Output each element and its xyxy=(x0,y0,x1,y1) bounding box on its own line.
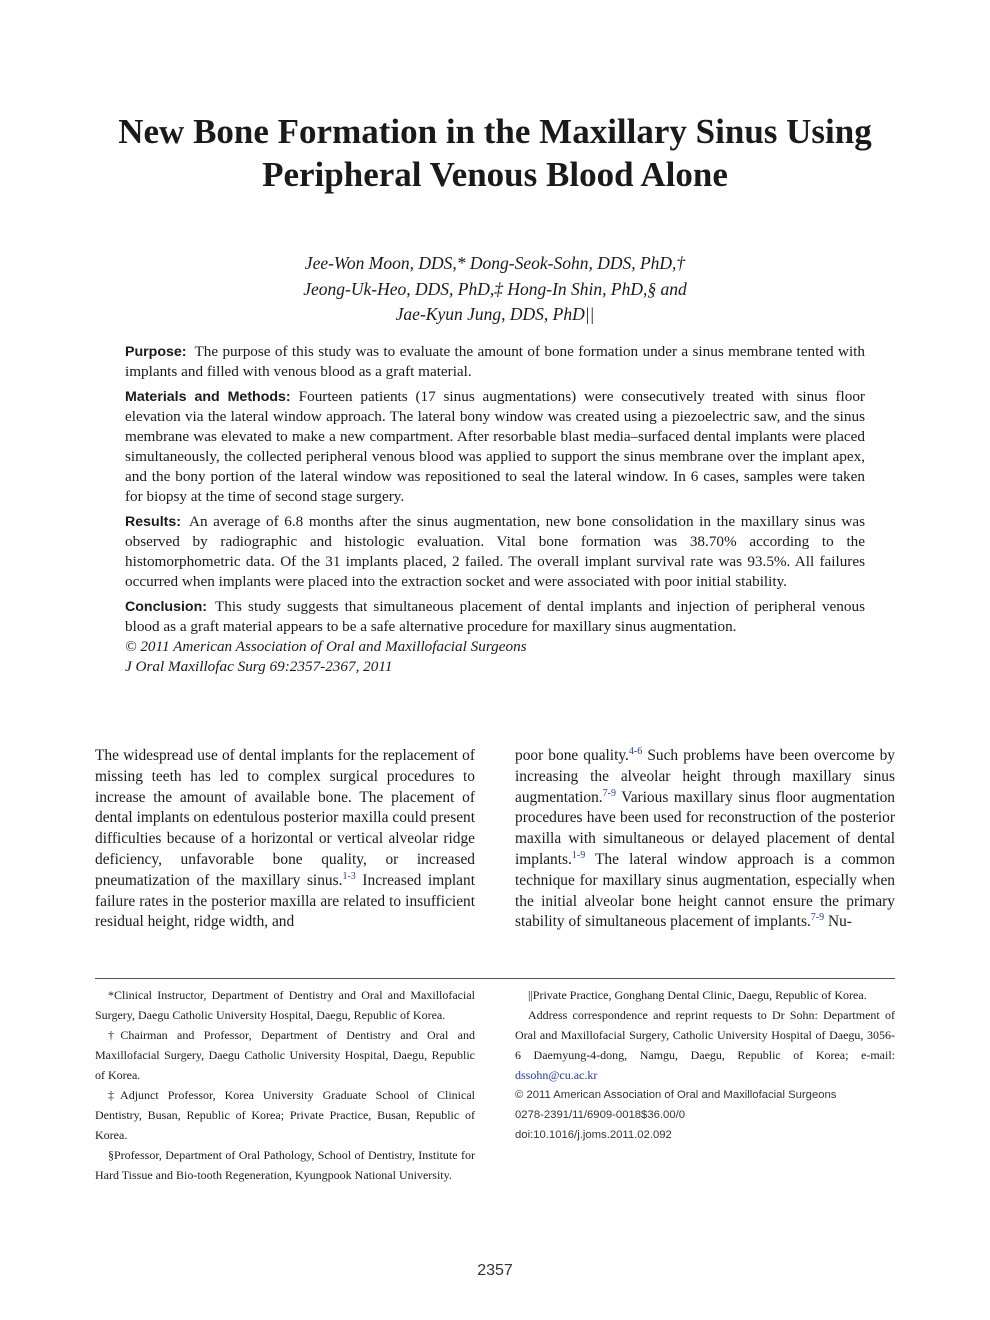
reference-link[interactable]: 7-9 xyxy=(810,912,825,924)
article-title: New Bone Formation in the Maxillary Sinus Using Peripheral Venous Blood Alone xyxy=(118,112,872,194)
purpose-label: Purpose: xyxy=(125,344,187,360)
conclusion-label: Conclusion: xyxy=(125,599,207,615)
author-line-1: Jee-Won Moon, DDS,* Dong-Seok-Sohn, DDS, PhD,† xyxy=(304,253,686,273)
abstract-purpose xyxy=(125,342,865,382)
abstract-methods xyxy=(125,387,865,507)
body-text: poor bone quality. xyxy=(515,747,629,764)
footnote-copyright: © 2011 American Association of Oral and Maxillofacial Surgeons xyxy=(515,1089,837,1101)
body-column-right xyxy=(515,746,895,933)
author-line-3: Jae-Kyun Jung, DDS, PhD|| xyxy=(395,304,595,324)
email-link[interactable]: dssohn@cu.ac.kr xyxy=(515,1068,598,1082)
author-list xyxy=(95,251,895,328)
body-text: Such problems have been overcome by increasing the alveolar height through maxillary sinus augmentation. xyxy=(515,747,895,806)
footnote-issn: 0278-2391/11/6909-0018$36.00/0 xyxy=(515,1109,686,1121)
footnote-affiliation-2: †Chairman and Professor, Department of Dentistry and Oral and Maxillofacial Surgery, Daegu Catholic University Hospital, Daegu, Republic of Korea. xyxy=(95,1028,475,1082)
footnote-doi[interactable]: doi:10.1016/j.joms.2011.02.092 xyxy=(515,1129,672,1141)
purpose-text: The purpose of this study was to evaluate the amount of bone formation under a sinus membrane tented with implants and filled with venous blood as a graft material. xyxy=(125,343,865,380)
body-text: Various maxillary sinus floor augmentation procedures have been used for reconstruction of the posterior maxilla with simultaneous or delayed placement of dental implants. xyxy=(515,788,895,868)
results-label: Results: xyxy=(125,514,181,530)
address-text: Address correspondence and reprint requests to Dr Sohn: Department of Oral and Maxillofacial Surgery, Catholic University Hospital of Daegu, 3056-6 Daemyung-4-dong, Namgu, Daegu, Republic of Korea; e-mail: xyxy=(515,1008,895,1062)
abstract-copyright: © 2011 American Association of Oral and Maxillofacial Surgeons xyxy=(125,638,527,655)
abstract-results xyxy=(125,512,865,592)
body-text: The lateral window approach is a common technique for maxillary sinus augmentation, especially when the initial alveolar bone height cannot ensure the primary stability of simultaneous placement of implants. xyxy=(515,850,895,931)
reference-link[interactable]: 4-6 xyxy=(628,746,643,757)
body-text: The widespread use of dental implants for the replacement of missing teeth has led to complex surgical procedures to increase the amount of available bone. The placement of dental implants on edentulous posterior maxilla could present difficulties because of a horizontal or vertical alveolar ridge deficiency, unfavorable bone quality, or increased pneumatization of the maxillary sinus. xyxy=(95,747,475,889)
footnote-address xyxy=(515,1005,895,1085)
footnotes-right xyxy=(515,985,895,1145)
abstract-citation: J Oral Maxillofac Surg 69:2357-2367, 2011 xyxy=(125,658,393,675)
footnote-affiliation-5: ||Private Practice, Gonghang Dental Clinic, Daegu, Republic of Korea. xyxy=(528,988,867,1002)
methods-text: Fourteen patients (17 sinus augmentations) were consecutively treated with sinus floor elevation via the lateral window approach. The lateral bony window was created using a piezoelectric saw, and the sinus membrane was elevated to make a new compartment. After resorbable blast media–surfaced dental implants were placed simultaneously, the collected peripheral venous blood was applied to support the sinus membrane over the implant apex, and the bony portion of the lateral window was repositioned to seal the lateral window. In 6 cases, samples were taken for biopsy at the time of second stage surgery. xyxy=(125,388,865,505)
footnotes-left xyxy=(95,985,475,1185)
footnote-divider xyxy=(95,978,895,979)
abstract xyxy=(125,342,865,677)
conclusion-text: This study suggests that simultaneous placement of dental implants and injection of peripheral venous blood as a graft material appears to be a safe alternative procedure for maxillary sinus augmentation. xyxy=(125,598,865,635)
footnote-affiliation-4: §Professor, Department of Oral Pathology, School of Dentistry, Institute for Hard Tissue and Bio-tooth Regeneration, Kyungpook National University. xyxy=(95,1148,475,1182)
body-column-left xyxy=(95,746,475,933)
body-text: Increased implant failure rates in the posterior maxilla are related to insufficient residual height, ridge width, and xyxy=(95,871,475,931)
footnote-affiliation-1: *Clinical Instructor, Department of Dentistry and Oral and Maxillofacial Surgery, Daegu Catholic University Hospital, Daegu, Republic of Korea. xyxy=(95,988,475,1022)
author-line-2: Jeong-Uk-Heo, DDS, PhD,‡ Hong-In Shin, PhD,§ and xyxy=(303,278,687,299)
body-text: Nu- xyxy=(824,913,852,931)
footnote-affiliation-3: ‡Adjunct Professor, Korea University Graduate School of Clinical Dentistry, Busan, Republic of Korea; Private Practice, Busan, Republic of Korea. xyxy=(95,1088,475,1142)
page-number: 2357 xyxy=(477,1262,513,1279)
body-paragraph-right xyxy=(515,746,895,933)
reference-link[interactable]: 1-3 xyxy=(342,870,356,882)
reference-link[interactable]: 1-9 xyxy=(571,849,586,861)
methods-label: Materials and Methods: xyxy=(125,389,291,405)
results-text: An average of 6.8 months after the sinus augmentation, new bone consolidation in the maxillary sinus was observed by radiographic and histologic evaluation. Vital bone formation was 38.70% according to the histomorphometric data. Of the 31 implants placed, 2 failed. The overall implant survival rate was 93.5%. All failures occurred when implants were placed into the extraction socket and were associated with poor initial stability. xyxy=(125,513,865,590)
abstract-conclusion xyxy=(125,597,865,637)
reference-link[interactable]: 7-9 xyxy=(602,787,616,799)
body-paragraph-left xyxy=(95,746,475,933)
